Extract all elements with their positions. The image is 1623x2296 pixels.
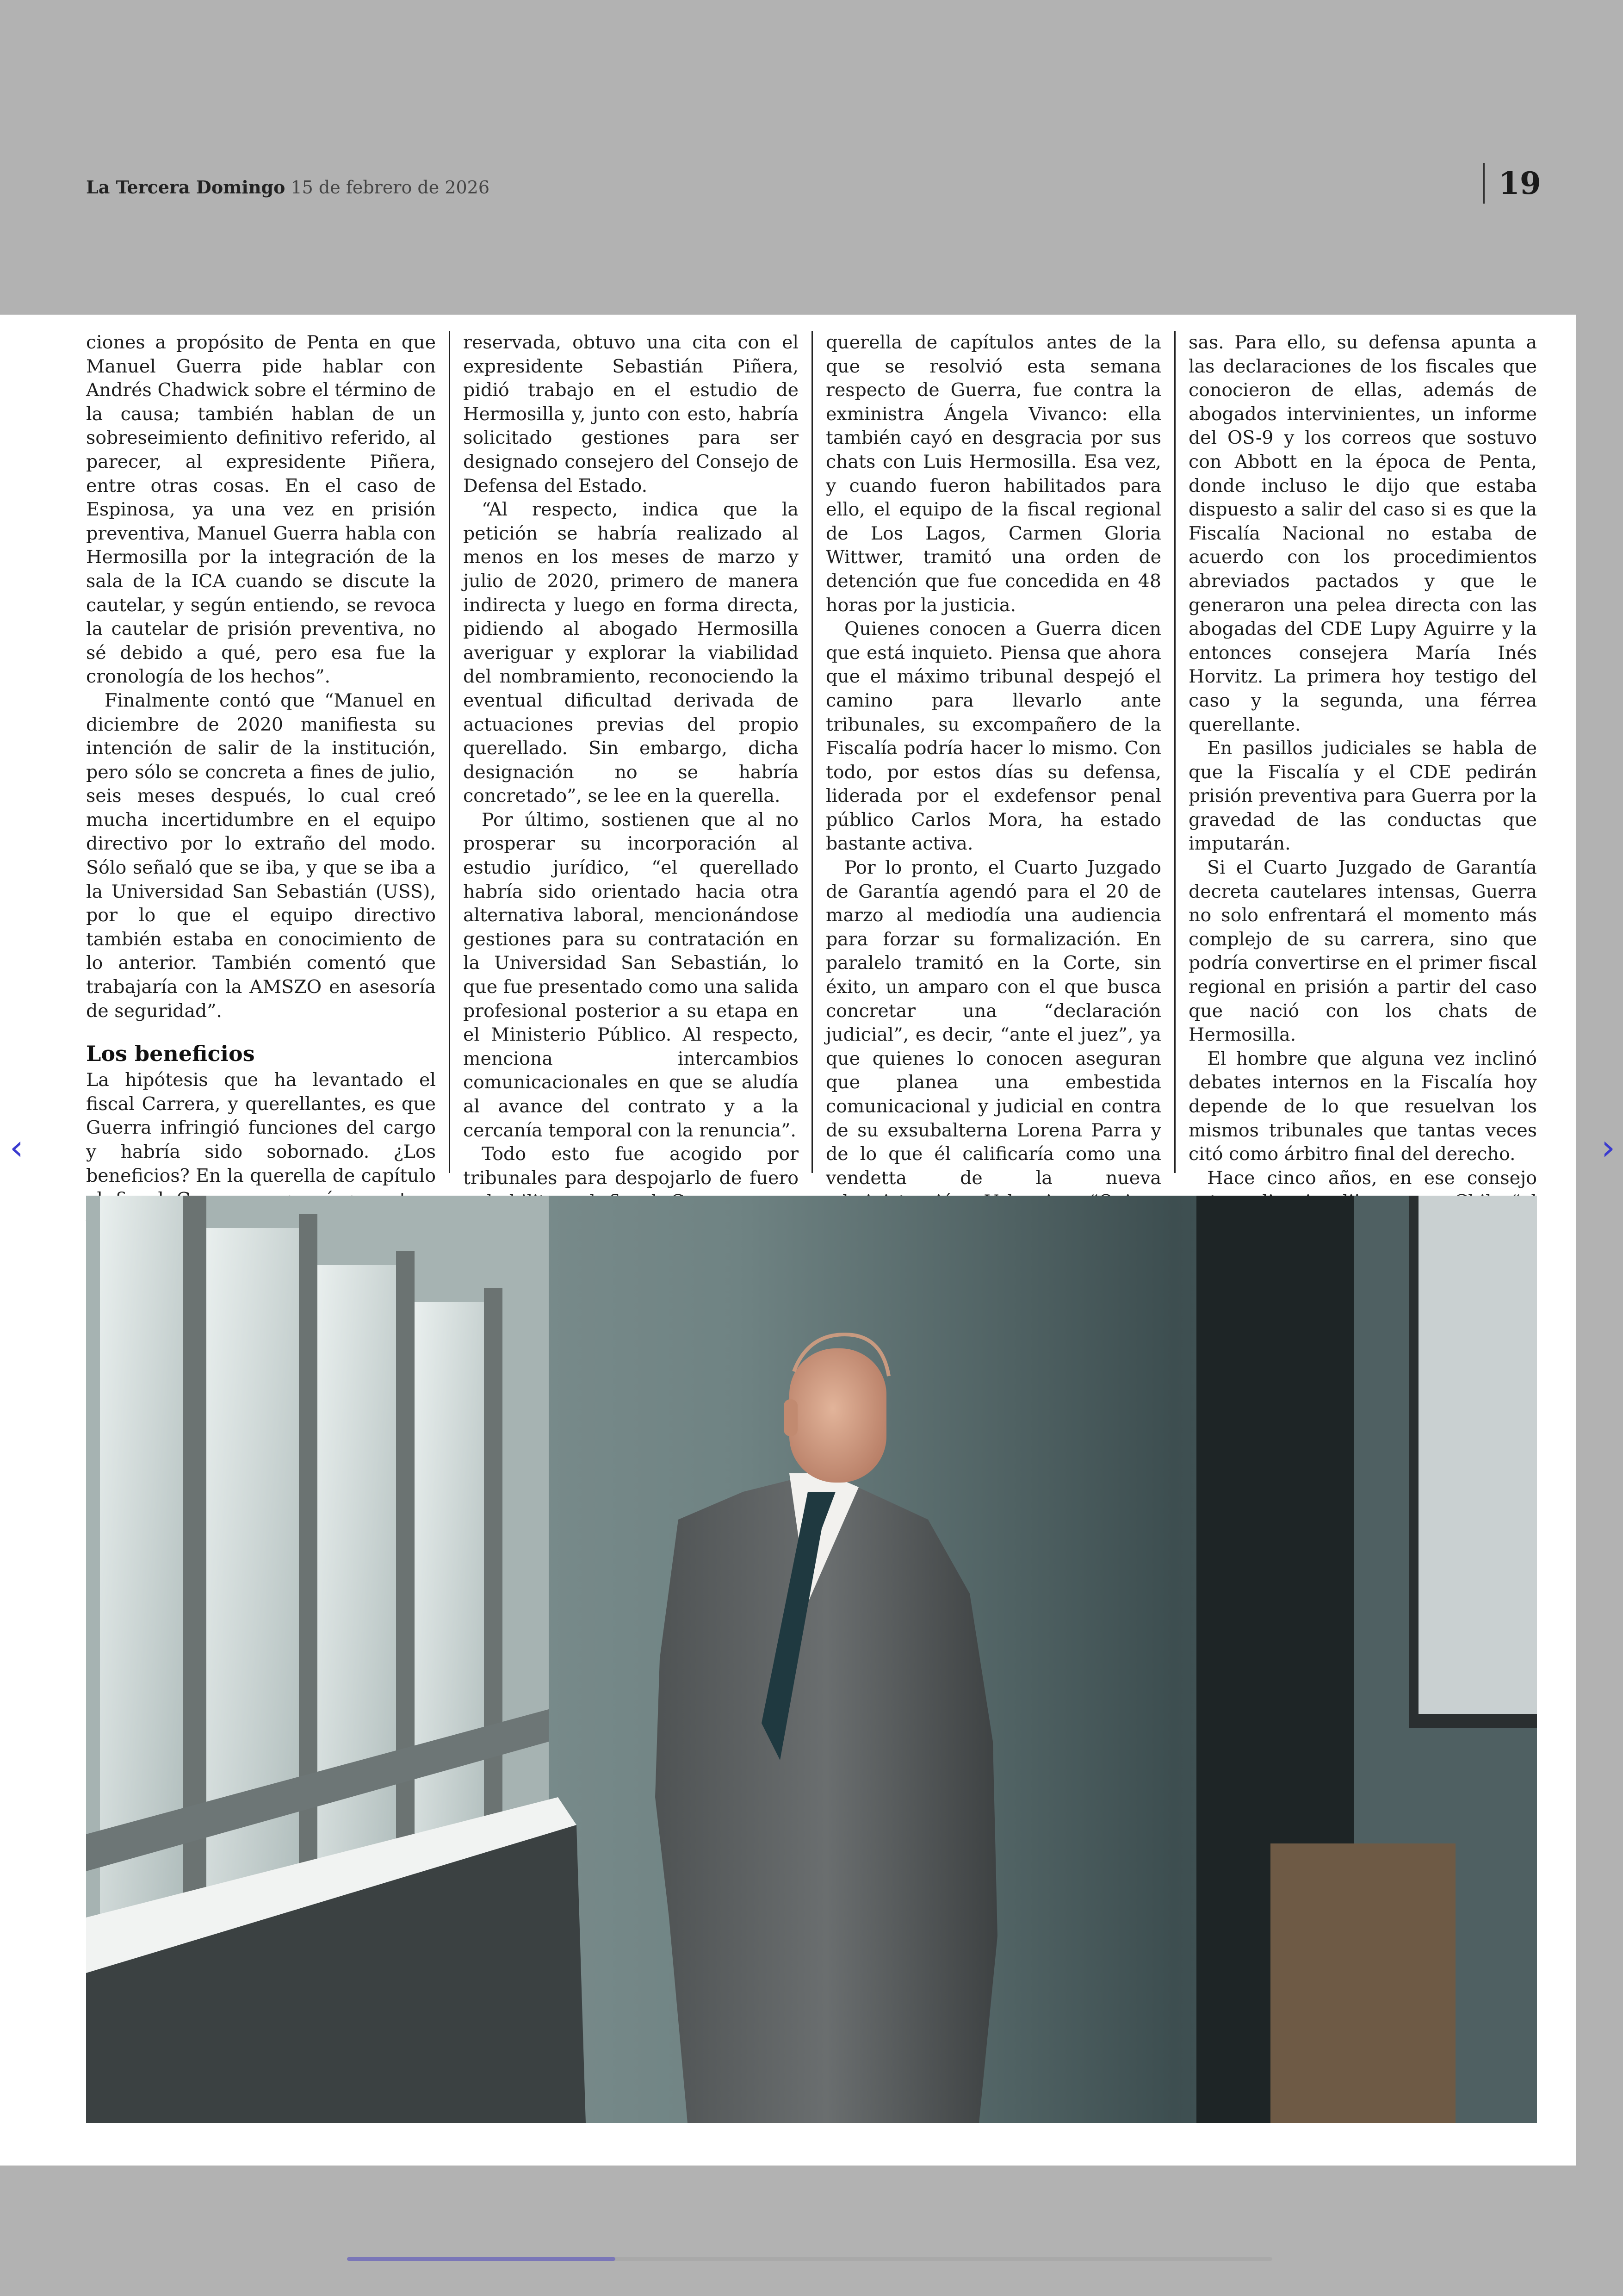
paragraph-text: Por último, sostienen que al no prosperar su incorporación al estudio jurídico, “el querellado habría sido orientado hacia otra alternativa laboral, mencionándose gestiones para su contratación en la Universidad San Sebastián, lo que fue presentado como una salida profesional posterior a su etapa en el Ministerio Público. Al respecto, menciona intercambios comunicacionales en que se aludía al avance del contrato y a la cercanía temporal con la renuncia”. [463,809,799,1141]
paragraph [826,331,1161,617]
paragraph [1189,856,1537,1047]
paragraph [463,331,799,498]
paragraph-text: Quienes conocen a Guerra dicen que está inquieto. Piensa que ahora que el máximo tribunal despejó el camino para llevarlo ante tribunales, su excompañero de la Fiscalía podría hacer lo mismo. Con todo, por estos días su defensa, liderada por el exdefensor penal público Carlos Mora, ha estado bastante activa. [826,618,1161,855]
paragraph-text: Si el Cuarto Juzgado de Garantía decreta cautelares intensas, Guerra no solo enfrentará el momento más complejo de su carrera, sino que podría convertirse en el primer fiscal regional en prisión a partir del caso que nació con los chats de Hermosilla. [1189,857,1537,1046]
paragraph-text: “Al respecto, indica que la petición se habría realizado al menos en los meses de marzo y julio de 2020, primero de manera indirecta y luego en forma directa, pidiendo al abogado Hermosilla averiguar y explorar la viabilidad del nombramiento, reconociendo la eventual dificultad derivada de actuaciones previas del propio querellado. Sin embargo, dicha designación no se habría concretado”, se lee en la querella. [463,499,799,807]
section-heading-text: Los beneficios [86,1041,255,1067]
section-heading [86,1039,436,1068]
article-column [449,331,812,1189]
page-number: 19 [1483,163,1541,204]
paragraph-text: Finalmente contó que “Manuel en diciembre de 2020 manifiesta su intención de salir de la institución, pero sólo se concreta a fines de julio, seis meses después, lo cual creó mucha incertidumbre en el equipo directivo por lo extraño del modo. Sólo señaló que se iba, y que se iba a la Universidad San Sebastián (USS), por lo que el equipo directivo también estaba en conocimiento de lo anterior. También comentó que trabajaría con la AMSZO en asesoría de seguridad”. [86,689,436,1022]
paragraph-text: El hombre que alguna vez inclinó debates internos en la Fiscalía hoy depende de lo que resuelvan los mismos tribunales que tantas veces citó como árbitro final del derecho. [1189,1048,1537,1165]
paragraph-text: reservada, obtuvo una cita con el expresidente Sebastián Piñera, pidió trabajo en el estudio de Hermosilla y, junto con esto, habría solicitado gestiones para ser designado consejero del Consejo de Defensa del Estado. [463,332,799,496]
paragraph [1189,1047,1537,1167]
publication-date: 15 de febrero de 2026 [291,177,490,198]
paragraph [86,331,436,689]
paragraph-text: ciones a propósito de Penta en que Manuel Guerra pide hablar con Andrés Chadwick sobre el término de la causa; también hablan de un sobreseimiento definitivo referido, al parecer, al expresidente Piñera, entre otras cosas. En el caso de Espinosa, ya una vez en prisión preventiva, Manuel Guerra habla con Hermosilla por la integración de la sala de la ICA cuando se discute la cautelar, y según entiendo, se revoca la cautelar de prisión preventiva, no sé debido a qué, pero esa fue la cronología de los hechos”. [86,332,436,688]
previous-page-arrow-icon[interactable]: ‹ [9,1127,24,1168]
publication-name: La Tercera Domingo [86,177,285,198]
next-page-arrow-icon[interactable]: › [1601,1127,1616,1168]
paragraph-text: En pasillos judiciales se habla de que la Fiscalía y el CDE pedirán prisión preventiva para Guerra por la gravedad de las conductas que imputarán. [1189,738,1537,855]
paragraph-text: querella de capítulos antes de la que se resolvió esta semana respecto de Guerra, fue contra la exministra Ángela Vivanco: ella también cayó en desgracia por sus chats con Luis Hermosilla. Esa vez, y cuando fueron habilitados para ello, el equipo de la fiscal regional de Los Lagos, Carmen Gloria Wittwer, tramitó una orden de detención que fue concedida en 48 horas por la justicia. [826,332,1161,616]
article-photo [86,1196,1537,2123]
reading-progress-bar [347,2257,1272,2261]
reading-progress-fill [347,2257,615,2261]
article-body [86,331,1537,1189]
article-column [812,331,1174,1189]
paragraph-text: Todo esto fue acogido por tribunales para despojarlo de fuero [463,1143,799,1189]
page-header [0,0,1623,315]
paragraph [86,689,436,1023]
paragraph [826,617,1161,856]
paragraph-text: sas. Para ello, su defensa apunta a las declaraciones de los fiscales que conocieron de ellas, además de abogados intervinientes, un informe del OS-9 y los correos que sostuvo con Abbott en la época de Penta, donde incluso le dijo que estaba dispuesto a salir del caso si es que la Fiscalía Nacional no estaba de acuerdo con los procedimientos abreviados pactados y que le generaron una pelea directa con las abogadas del CDE Lupy Aguirre y la entonces consejera María Inés Horvitz. La primera hoy testigo del caso y la segunda, una férrea querellante. [1189,332,1537,735]
article-column [1174,331,1537,1189]
paragraph [1189,737,1537,856]
paragraph-text: La hipótesis que ha levantado el fiscal Carrera, y querellantes, es que Guerra infringió funciones del cargo y habría sido sobornado. ¿Los beneficios? En la querella de capítulo [86,1069,436,1186]
paragraph [463,498,799,808]
paragraph [463,808,799,1142]
paragraph-text: Por lo pronto, el Cuarto Juzgado de Garantía agendó para el 20 de marzo al mediodía una audiencia para forzar su formalización. En paralelo tramitó en la Corte, sin éxito, un amparo con el que busca concretar una “declaración judicial”, es decir, “ante el juez”, ya que quienes lo conocen aseguran que planea una embestida comunicacional y judicial en contra de su exsubalterna Lorena Parra y de lo que él calificaría como una vendetta de la nueva [826,857,1161,1189]
photo-portrait-image [86,1196,1537,2123]
paragraph-text: Hace cinco años, en ese consejo [1207,1167,1537,1189]
publication-line [86,177,489,198]
article-column [86,331,449,1186]
paragraph [1189,331,1537,737]
